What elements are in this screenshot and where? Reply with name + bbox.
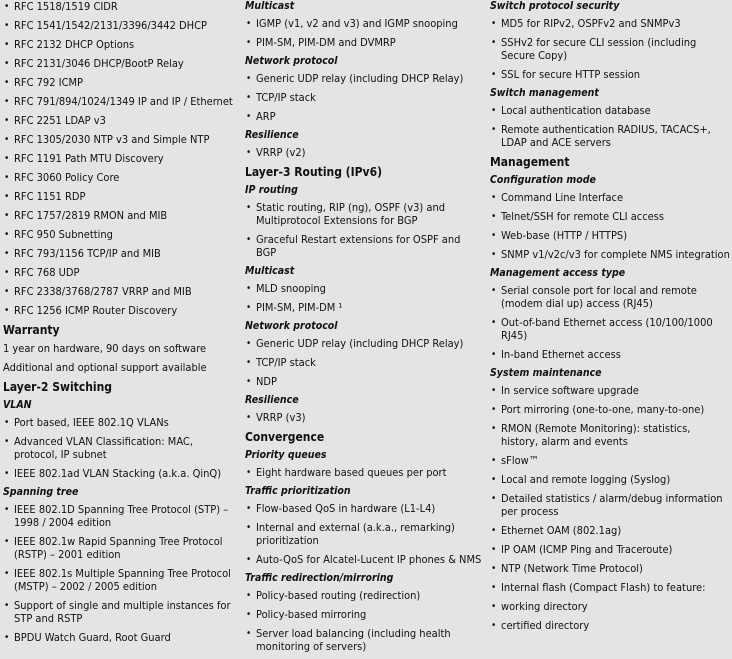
section-heading-layer3-ipv6: Layer-3 Routing (IPv6) [245, 165, 383, 179]
section-heading-convergence: Convergence [245, 430, 325, 444]
subheading-traffic-prioritization: Traffic prioritization [245, 485, 351, 497]
list-item: • RFC 1256 ICMP Router Discovery [3, 304, 238, 317]
subheading-multicast: Multicast [245, 0, 295, 12]
list-item: • RFC 791/894/1024/1349 IP and IP / Ethernet [3, 95, 238, 108]
subheading-switch-management: Switch management [490, 87, 599, 99]
list-item: • Support of single and multiple instances for STP and RSTP [3, 599, 238, 625]
subheading-network-protocol: Network protocol [245, 55, 338, 67]
list-item: • Serial console port for local and remote (modem dial up) access (RJ45) [490, 284, 730, 310]
list-item: • Out-of-band Ethernet access (10/100/1000 RJ45) [490, 316, 730, 342]
list-item: • RMON (Remote Monitoring): statistics, history, alarm and events [490, 422, 730, 448]
list-item: • Detailed statistics / alarm/debug information per process [490, 492, 730, 518]
list-item: • Flow-based QoS in hardware (L1-L4) [245, 502, 483, 515]
list-item: • IEEE 802.1ad VLAN Stacking (a.k.a. QinQ) [3, 467, 238, 480]
list-item: • SSHv2 for secure CLI session (including Secure Copy) [490, 36, 730, 62]
list-item: • Generic UDP relay (including DHCP Relay) [245, 337, 483, 350]
warranty-line: Additional and optional support available [3, 361, 207, 374]
list-item: • ARP [245, 110, 483, 123]
list-item: • Local and remote logging (Syslog) [490, 473, 730, 486]
list-item: • Ethernet OAM (802.1ag) [490, 524, 730, 537]
subheading-traffic-redirection: Traffic redirection/mirroring [245, 572, 394, 584]
rfc-list [3, 0, 238, 317]
list-item: • IEEE 802.1s Multiple Spanning Tree Protocol (MSTP) – 2002 / 2005 edition [3, 567, 238, 593]
list-item: • IGMP (v1, v2 and v3) and IGMP snooping [245, 17, 483, 30]
list-item: • Eight hardware based queues per port [245, 466, 483, 479]
list-item: • RFC 1757/2819 RMON and MIB [3, 209, 238, 222]
list-item: • MLD snooping [245, 282, 483, 295]
list-item: • Static routing, RIP (ng), OSPF (v3) and Multiprotocol Extensions for BGP [245, 201, 483, 227]
list-item: • RFC 1541/1542/2131/3396/3442 DHCP [3, 19, 238, 32]
list-item: • RFC 1518/1519 CIDR [3, 0, 238, 13]
list-item: • RFC 1305/2030 NTP v3 and Simple NTP [3, 133, 238, 146]
subheading-spanning-tree: Spanning tree [3, 486, 79, 498]
column-1 [3, 0, 238, 650]
list-item: • Web-base (HTTP / HTTPS) [490, 229, 730, 242]
list-item: • SNMP v1/v2c/v3 for complete NMS integration [490, 248, 730, 261]
list-item: • In-band Ethernet access [490, 348, 730, 361]
list-item: • Generic UDP relay (including DHCP Relay) [245, 72, 483, 85]
subheading-multicast-ipv6: Multicast [245, 265, 295, 277]
list-item: • Port based, IEEE 802.1Q VLANs [3, 416, 238, 429]
list-item: • NDP [245, 375, 483, 388]
list-item: • VRRP (v2) [245, 146, 483, 159]
section-heading-management: Management [490, 155, 570, 169]
list-item: • Port mirroring (one-to-one, many-to-one) [490, 403, 730, 416]
subheading-resilience-ipv6: Resilience [245, 394, 299, 406]
list-item: • RFC 3060 Policy Core [3, 171, 238, 184]
list-item: • PIM-SM, PIM-DM ¹ [245, 301, 483, 314]
list-item: • Local authentication database [490, 104, 730, 117]
list-item: • RFC 1191 Path MTU Discovery [3, 152, 238, 165]
subheading-resilience: Resilience [245, 129, 299, 141]
list-item: • SSL for secure HTTP session [490, 68, 730, 81]
list-item: • RFC 950 Subnetting [3, 228, 238, 241]
list-item: • PIM-SM, PIM-DM and DVMRP [245, 36, 483, 49]
list-item: • IEEE 802.1D Spanning Tree Protocol (STP) – 1998 / 2004 edition [3, 503, 238, 529]
subheading-priority-queues: Priority queues [245, 449, 327, 461]
list-item: • MD5 for RIPv2, OSPFv2 and SNMPv3 [490, 17, 730, 30]
subheading-switch-protocol-security: Switch protocol security [490, 0, 620, 12]
list-item: • Server load balancing (including health monitoring of servers) [245, 627, 483, 653]
list-item: • RFC 2251 LDAP v3 [3, 114, 238, 127]
list-item: • VRRP (v3) [245, 411, 483, 424]
list-item: • sFlow™ [490, 454, 730, 467]
list-item: • IEEE 802.1w Rapid Spanning Tree Protocol (RSTP) – 2001 edition [3, 535, 238, 561]
list-item: • BPDU Watch Guard, Root Guard [3, 631, 238, 644]
list-item: • RFC 2132 DHCP Options [3, 38, 238, 51]
list-item: • Telnet/SSH for remote CLI access [490, 210, 730, 223]
column-3 [490, 0, 730, 638]
list-item: • NTP (Network Time Protocol) [490, 562, 730, 575]
list-item: • Policy-based mirroring [245, 608, 483, 621]
subheading-vlan: VLAN [3, 399, 32, 411]
list-item: • RFC 2131/3046 DHCP/BootP Relay [3, 57, 238, 70]
list-item: • certified directory [490, 619, 730, 632]
warranty-line: 1 year on hardware, 90 days on software [3, 342, 207, 355]
list-item: • Policy-based routing (redirection) [245, 589, 483, 602]
list-item: • RFC 1151 RDP [3, 190, 238, 203]
subheading-management-access-type: Management access type [490, 267, 626, 279]
list-item: • Graceful Restart extensions for OSPF and BGP [245, 233, 483, 259]
subheading-system-maintenance: System maintenance [490, 367, 602, 379]
list-item: • In service software upgrade [490, 384, 730, 397]
list-item: • Command Line Interface [490, 191, 730, 204]
list-item: • working directory [490, 600, 730, 613]
list-item: • RFC 793/1156 TCP/IP and MIB [3, 247, 238, 260]
list-item: • Internal and external (a.k.a., remarking) prioritization [245, 521, 483, 547]
list-item: • Advanced VLAN Classification: MAC, protocol, IP subnet [3, 435, 238, 461]
list-item: • TCP/IP stack [245, 91, 483, 104]
list-item: • Auto-QoS for Alcatel-Lucent IP phones & NMS [245, 553, 483, 566]
subheading-configuration-mode: Configuration mode [490, 174, 596, 186]
list-item: • RFC 2338/3768/2787 VRRP and MIB [3, 285, 238, 298]
list-item: • RFC 792 ICMP [3, 76, 238, 89]
section-heading-warranty: Warranty [3, 323, 60, 337]
list-item: • Internal flash (Compact Flash) to feature: [490, 581, 730, 594]
column-2 [245, 0, 483, 659]
subheading-ip-routing: IP routing [245, 184, 298, 196]
list-item: • Remote authentication RADIUS, TACACS+, LDAP and ACE servers [490, 123, 730, 149]
subheading-network-protocol-ipv6: Network protocol [245, 320, 338, 332]
section-heading-layer2: Layer-2 Switching [3, 380, 113, 394]
list-item: • RFC 768 UDP [3, 266, 238, 279]
list-item: • TCP/IP stack [245, 356, 483, 369]
list-item: • IP OAM (ICMP Ping and Traceroute) [490, 543, 730, 556]
